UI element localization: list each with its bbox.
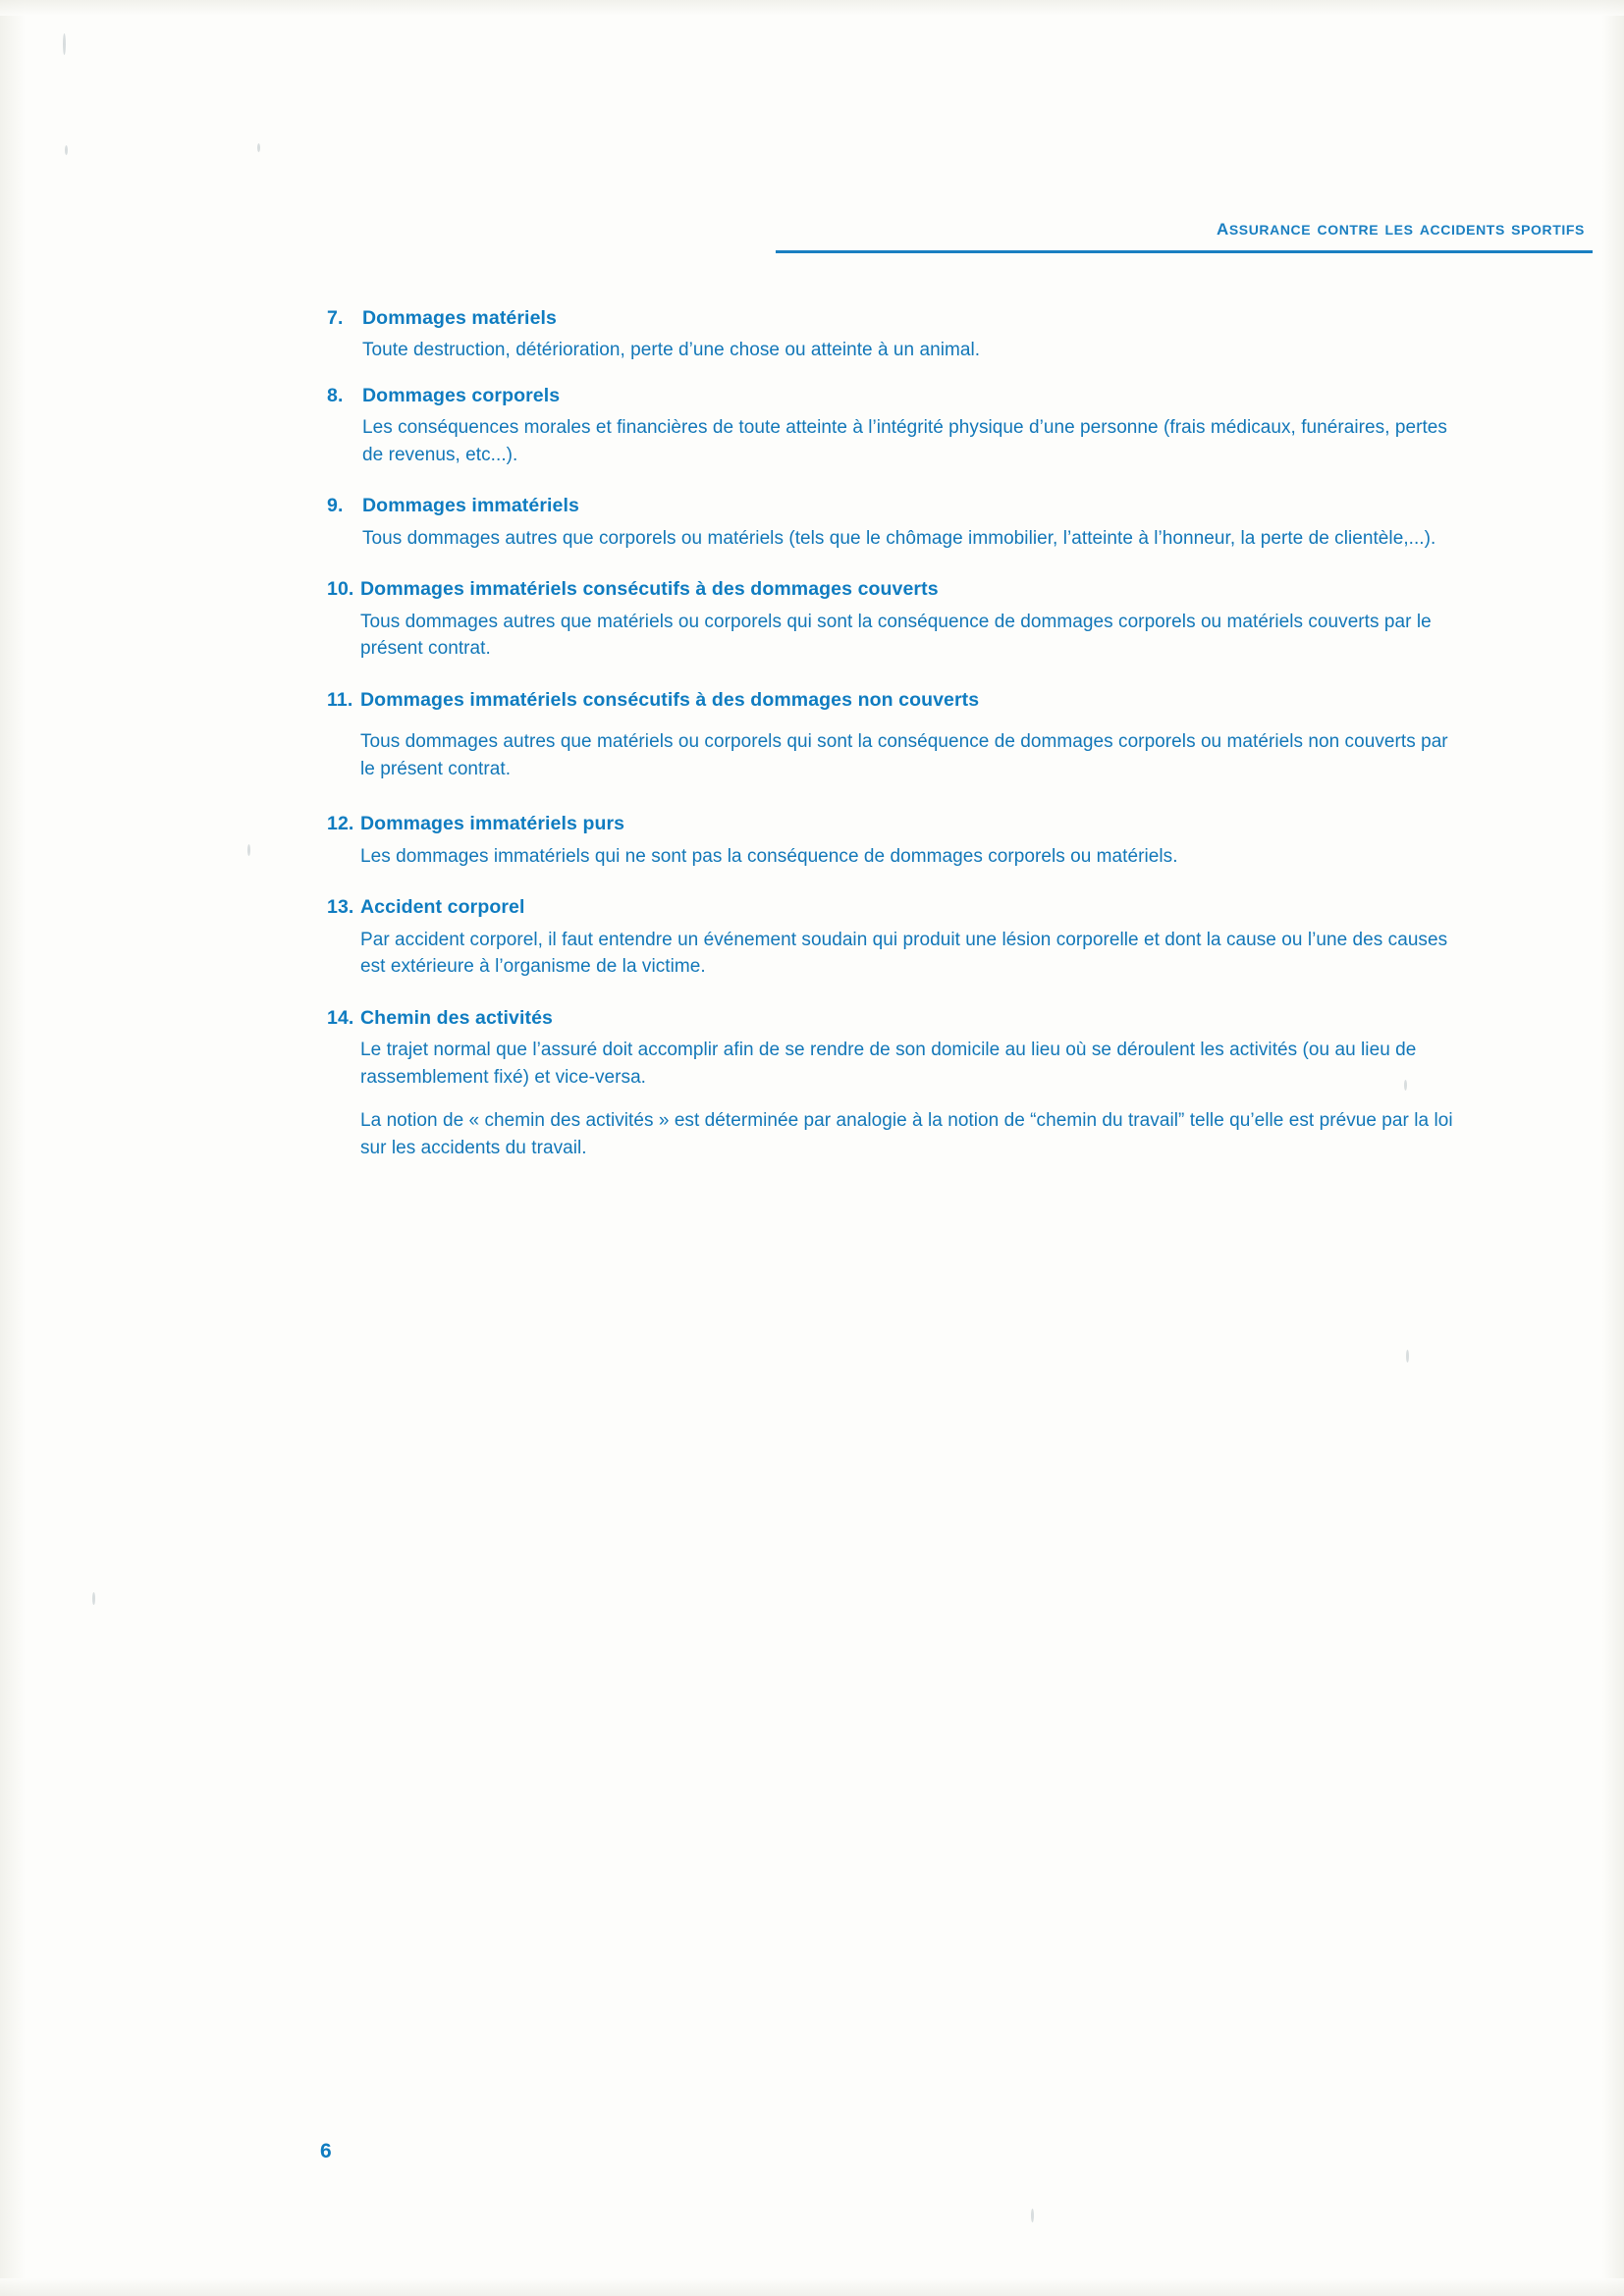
definition-heading — [327, 895, 1466, 919]
list-item — [327, 895, 1466, 980]
item-paragraph: Les conséquences morales et financières de toute atteinte à l’intégrité physique d’une personne (frais médicaux, funéraires, pertes de revenus, etc...). — [362, 417, 1447, 465]
item-title: Dommages immatériels — [362, 495, 579, 517]
item-number: 12. — [327, 813, 354, 835]
definition-heading — [327, 384, 1466, 407]
list-item — [327, 306, 1466, 364]
header-title: assurance contre les accidents sportifs — [1216, 214, 1585, 240]
item-title: Chemin des activités — [360, 1006, 553, 1029]
item-paragraph: Tous dommages autres que corporels ou matériels (tels que le chômage immobilier, l’atteinte à l’honneur, la perte de clientèle,...). — [362, 527, 1436, 549]
item-number: 7. — [327, 307, 344, 329]
item-title: Dommages matériels — [362, 307, 557, 329]
definition-heading — [327, 812, 1466, 835]
item-title: Dommages corporels — [362, 384, 561, 406]
item-paragraph: Par accident corporel, il faut entendre un événement soudain qui produit une lésion corporelle et dont la cause ou l’une des causes est extérieure à l’organisme de la victime. — [360, 929, 1448, 978]
list-item — [327, 1006, 1466, 1162]
item-paragraph: Le trajet normal que l’assuré doit accomplir afin de se rendre de son domicile au lieu où se déroulent les activités (ou au lieu de rassemblement fixé) et vice-versa. — [360, 1040, 1417, 1088]
list-item — [327, 384, 1466, 468]
running-header — [776, 214, 1593, 253]
item-title: Dommages immatériels consécutifs à des dommages non couverts — [360, 688, 980, 711]
list-item — [327, 812, 1466, 870]
item-number: 10. — [327, 578, 354, 601]
list-item — [327, 494, 1466, 552]
list-item — [327, 577, 1466, 662]
item-number: 13. — [327, 896, 354, 919]
definition-heading — [327, 577, 1466, 601]
definition-heading — [327, 306, 1466, 330]
header-divider — [776, 250, 1593, 253]
list-item — [327, 688, 1466, 782]
item-paragraph: Tous dommages autres que matériels ou corporels qui sont la conséquence de dommages corporels ou matériels non couverts par le présent contrat. — [360, 731, 1448, 779]
definitions-list — [327, 306, 1466, 1187]
item-paragraph: Toute destruction, détérioration, perte d’une chose ou atteinte à un animal. — [362, 340, 981, 361]
item-number: 11. — [327, 688, 353, 711]
item-number: 9. — [327, 495, 344, 517]
item-title: Dommages immatériels purs — [360, 813, 625, 835]
definition-heading — [327, 688, 1466, 712]
item-number: 14. — [327, 1006, 354, 1029]
item-number: 8. — [327, 384, 344, 406]
item-title: Accident corporel — [360, 896, 525, 919]
item-paragraph: Les dommages immatériels qui ne sont pas la conséquence de dommages corporels ou matériels. — [360, 845, 1178, 867]
item-paragraph: La notion de « chemin des activités » est déterminée par analogie à la notion de “chemin du travail” telle qu’elle est prévue par la loi sur les accidents du travail. — [360, 1110, 1453, 1158]
definition-heading — [327, 1006, 1466, 1030]
item-paragraph: Tous dommages autres que matériels ou corporels qui sont la conséquence de dommages corporels ou matériels couverts par le présent contrat. — [360, 611, 1432, 660]
definition-heading — [327, 494, 1466, 517]
item-title: Dommages immatériels consécutifs à des dommages couverts — [360, 578, 939, 601]
page-number: 6 — [320, 2140, 332, 2163]
